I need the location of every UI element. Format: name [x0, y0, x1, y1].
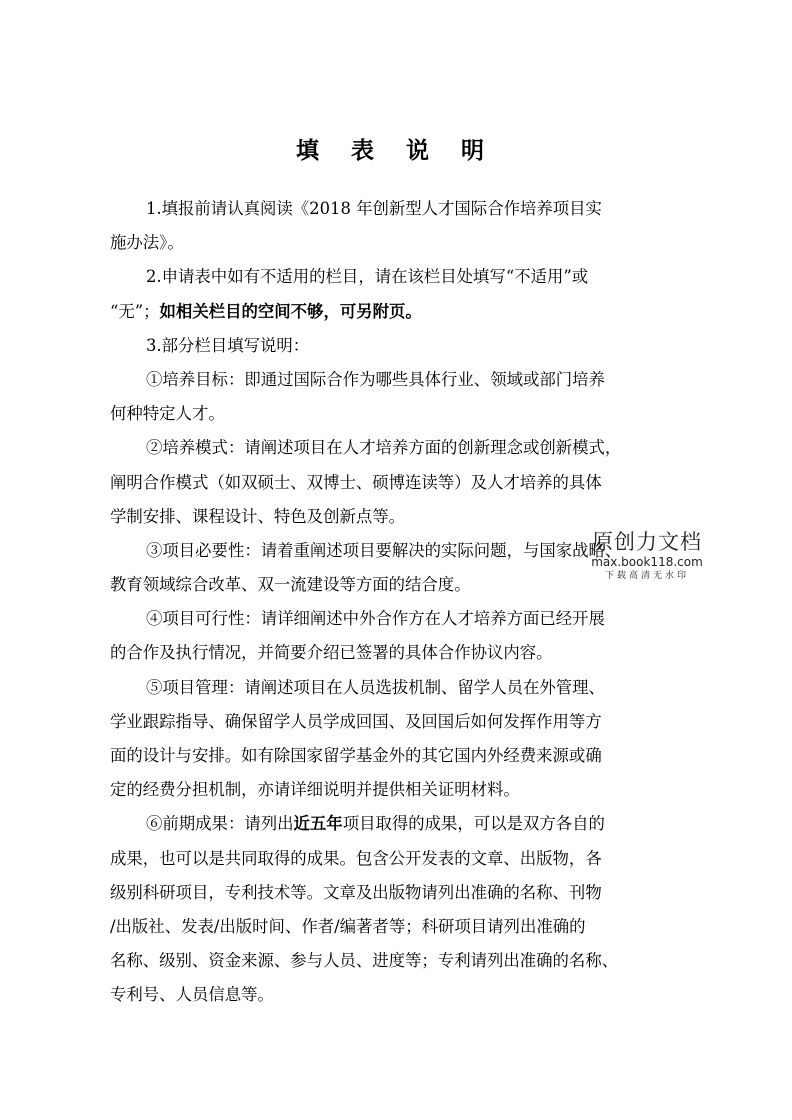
line-text: ⑤项目管理：请阐述项目在人员选拔机制、留学人员在外管理、	[146, 677, 605, 697]
line-text: 何种特定人才。	[110, 404, 225, 424]
line-text: 3.部分栏目填写说明：	[146, 335, 310, 355]
line-text: 教育领域综合改革、双一流建设等方面的结合度。	[110, 575, 471, 595]
emphasis-text: 近五年	[293, 814, 343, 834]
line-text: ⑥前期成果：请列出	[146, 814, 294, 834]
text-line	[110, 260, 682, 294]
text-line	[110, 739, 682, 773]
text-line	[110, 295, 682, 329]
text-line	[110, 636, 682, 670]
text-line	[110, 466, 682, 500]
watermark-subtitle: 下载高清无水印	[604, 571, 689, 581]
watermark	[582, 530, 712, 582]
text-line	[110, 944, 682, 978]
line-text: 1.填报前请认真阅读《2018 年创新型人才国际合作培养项目实	[146, 199, 602, 218]
text-line	[110, 602, 682, 636]
line-text: 面的设计与安排。如有除国家留学基金外的其它国内外经费来源或确	[110, 746, 602, 765]
line-text: 2.申请表中如有不适用的栏目，请在该栏目处填写“不适用”或	[146, 267, 589, 287]
line-text: ③项目必要性：请着重阐述项目要解决的实际问题，与国家战略、	[146, 540, 622, 560]
line-text: 施办法》。	[110, 233, 184, 253]
emphasis-text: 如相关栏目的空间不够，可另附页。	[159, 301, 422, 321]
line-text: ④项目可行性：请详细阐述中外合作方在人才培养方面已经开展	[146, 609, 605, 629]
text-line	[110, 500, 682, 534]
line-text: 的合作及执行情况，并简要介绍已签署的具体合作协议内容。	[110, 643, 553, 663]
text-line	[110, 431, 682, 465]
text-line	[110, 363, 682, 397]
line-text: 阐明合作模式（如双硕士、双博士、硕博连读等）及人才培养的具体	[110, 472, 602, 492]
line-text: 级别科研项目，专利技术等。文章及出版物请列出准确的名称、刊物	[110, 882, 602, 902]
line-text: 学制安排、课程设计、特色及创新点等。	[110, 506, 406, 526]
line-text: 名称、级别、资金来源、参与人员、进度等；专利请列出准确的名称、	[110, 951, 619, 971]
line-text: “无”；	[110, 301, 160, 321]
text-line	[110, 671, 682, 705]
watermark-brand: 原创力文档	[592, 530, 702, 554]
text-line	[110, 192, 682, 226]
line-text: ①培养目标：即通过国际合作为哪些具体行业、领域或部门培养	[146, 369, 605, 389]
text-line	[110, 329, 682, 363]
text-line	[110, 807, 682, 841]
line-text: /出版社、发表/出版时间、作者/编著者等；科研项目请列出准确的	[110, 916, 586, 936]
page-title: 填 表 说 明	[295, 138, 497, 164]
text-line	[110, 842, 682, 876]
text-line	[110, 978, 682, 1012]
text-line	[110, 226, 682, 260]
instructions-body	[110, 192, 682, 1013]
line-text: ②培养模式：请阐述项目在人才培养方面的创新理念或创新模式，	[146, 438, 622, 458]
line-text: 学业跟踪指导、确保留学人员学成回国、及回国后如何发挥作用等方	[110, 711, 602, 731]
text-line	[110, 397, 682, 431]
text-line	[110, 910, 682, 944]
line-text: 定的经费分担机制，亦请详细说明并提供相关证明材料。	[110, 780, 520, 800]
text-line	[110, 773, 682, 807]
watermark-url: max.book118.com	[591, 555, 703, 569]
line-text: 成果，也可以是共同取得的成果。包含公开发表的文章、出版物，各	[110, 848, 602, 868]
line-text: 项目取得的成果，可以是双方各自的	[342, 814, 605, 834]
line-text: 专利号、人员信息等。	[110, 985, 274, 1005]
text-line	[110, 705, 682, 739]
text-line	[110, 876, 682, 910]
